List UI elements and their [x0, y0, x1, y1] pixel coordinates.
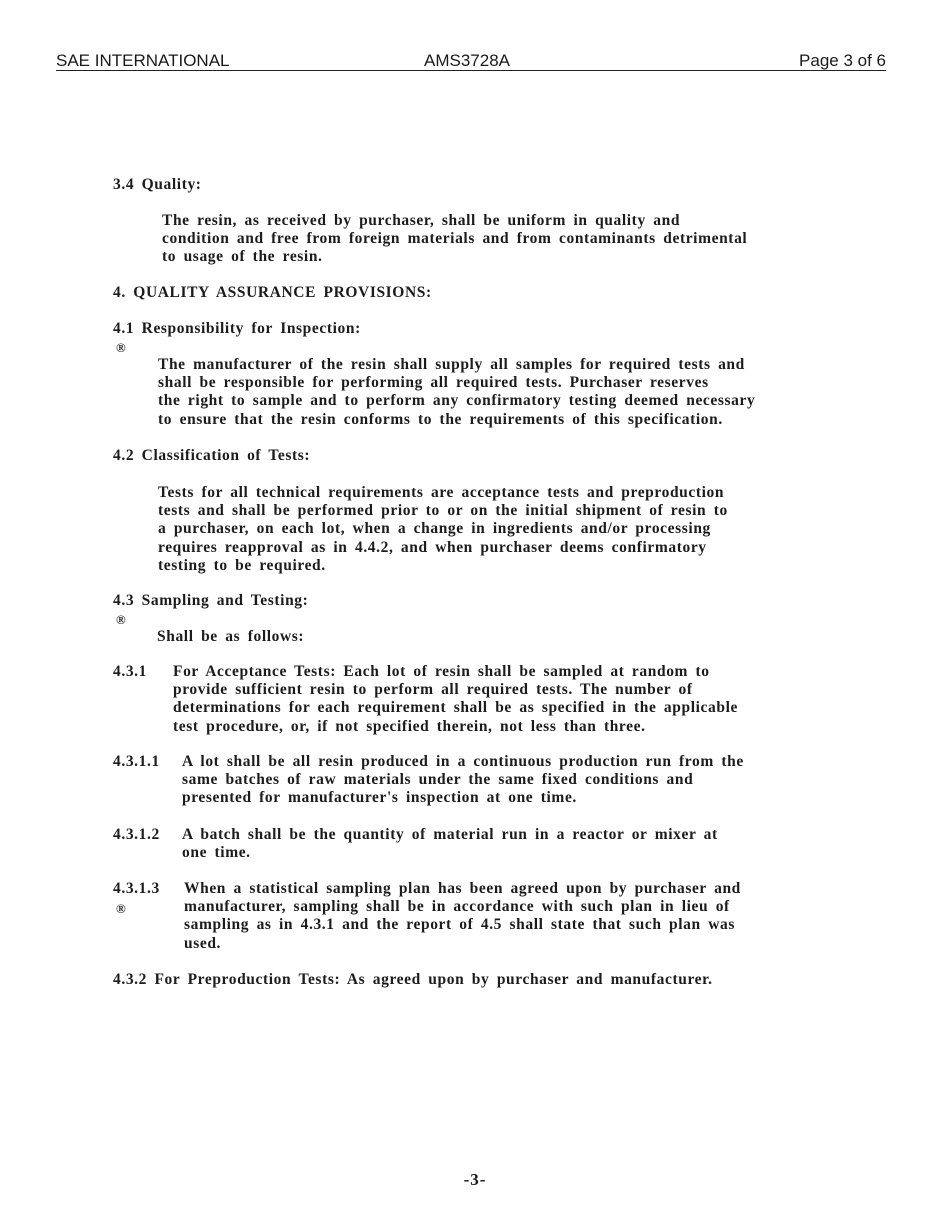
section-4-1-body: The manufacturer of the resin shall supply all samples for required tests and shall be responsible for performing all required tests. Purchaser reserves the right to sample and to perform any confirmatory testing deemed necessary to ensure that the resin conforms to the requirements of this specification. — [158, 356, 756, 428]
section-4-1-heading: 4.1 Responsibility for Inspection: — [113, 320, 361, 337]
section-4-3-1-3-body: When a statistical sampling plan has been agreed upon by purchaser and manufacturer, sampling shall be in accordance with such plan in lieu of sampling as in 4.3.1 and the report of 4.5 shall state that such plan was used. — [184, 880, 741, 952]
section-4-heading: 4. QUALITY ASSURANCE PROVISIONS: — [113, 284, 432, 301]
section-4-2-heading: 4.2 Classification of Tests: — [113, 447, 311, 464]
revision-mark-icon: ® — [116, 612, 127, 627]
footer-page-number: -3- — [463, 1170, 487, 1189]
section-4-3-1-3-number: 4.3.1.3 — [113, 880, 160, 897]
header-page-indicator: Page 3 of 6 — [799, 51, 886, 70]
section-4-3-1-1-body: A lot shall be all resin produced in a continuous production run from the same batches of raw materials under the same fixed conditions and presented for manufacturer's inspection at one time. — [182, 753, 744, 807]
section-4-2-body: Tests for all technical requirements are acceptance tests and preproduction tests and shall be performed prior to or on the initial shipment of resin to a purchaser, on each lot, when a change in ingredients and/or processing requires reapproval as in 4.4.2, and when purchaser deems confirmatory testing to be required. — [158, 484, 728, 574]
page-header — [56, 52, 886, 71]
header-document-number: AMS3728A — [424, 51, 510, 70]
section-4-3-1-2-body: A batch shall be the quantity of material run in a reactor or mixer at one time. — [182, 826, 718, 862]
section-4-3-body: Shall be as follows: — [157, 628, 305, 645]
section-4-3-1-number: 4.3.1 — [113, 663, 147, 680]
section-4-3-1-body: For Acceptance Tests: Each lot of resin shall be sampled at random to provide sufficient resin to perform all required tests. The number of determinations for each requirement shall be as specified in the applicable test procedure, or, if not specified therein, not less than three. — [173, 663, 738, 735]
revision-mark-icon: ® — [116, 901, 127, 916]
section-4-3-1-1-number: 4.3.1.1 — [113, 753, 160, 770]
section-3-4-heading: 3.4 Quality: — [113, 176, 202, 193]
section-4-3-1-2-number: 4.3.1.2 — [113, 826, 160, 843]
section-3-4-body: The resin, as received by purchaser, shall be uniform in quality and condition and free from foreign materials and from contaminants detrimental to usage of the resin. — [162, 212, 748, 266]
header-organization: SAE INTERNATIONAL — [56, 51, 230, 70]
section-4-3-2: 4.3.2 For Preproduction Tests: As agreed upon by purchaser and manufacturer. — [113, 971, 713, 988]
revision-mark-icon: ® — [116, 340, 127, 355]
section-4-3-heading: 4.3 Sampling and Testing: — [113, 592, 309, 609]
